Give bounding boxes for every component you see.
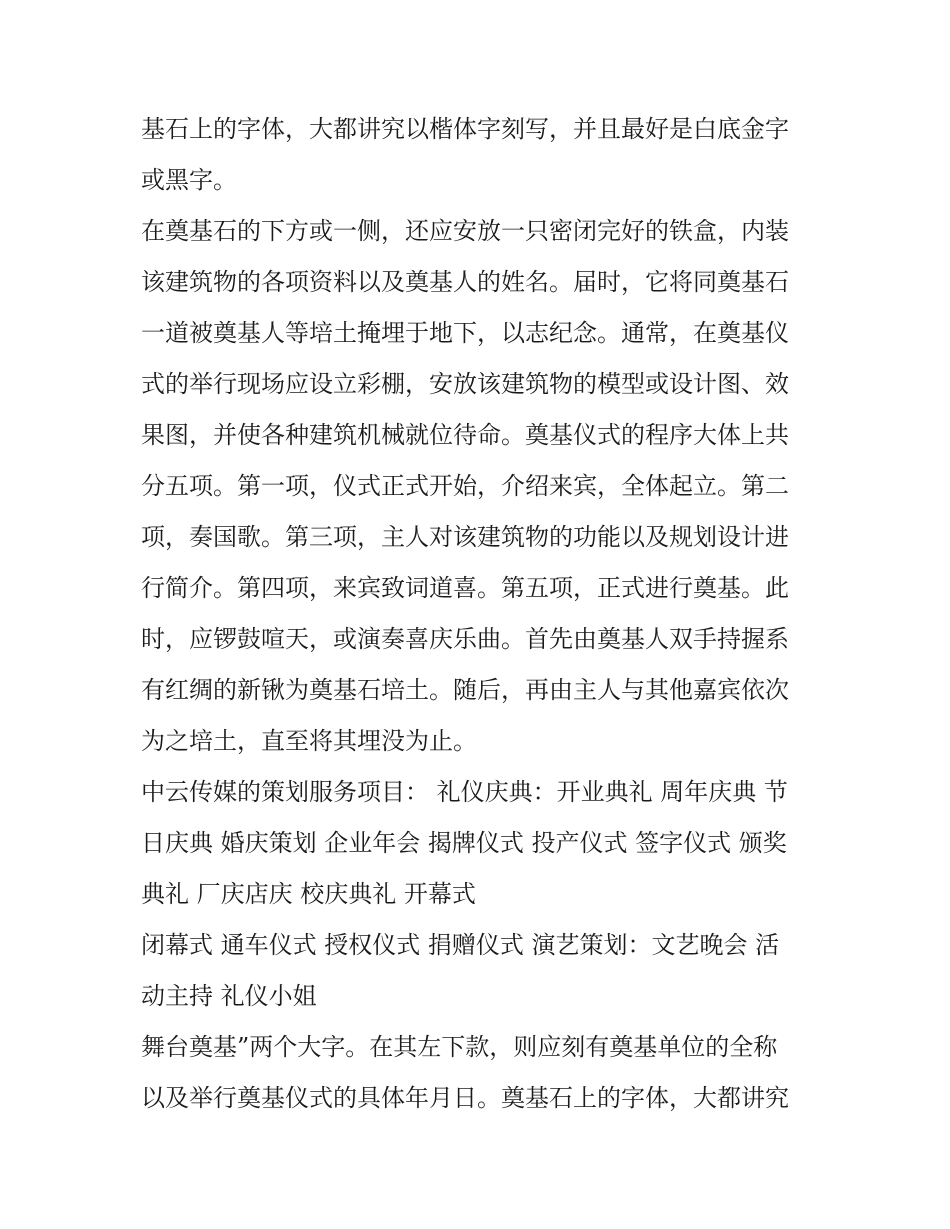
text-line: 动主持 礼仪小姐	[141, 982, 317, 1010]
paragraph-5	[141, 1022, 821, 1124]
text-line: 闭幕式 通车仪式 授权仪式 捐赠仪式 演艺策划：文艺晚会 活	[141, 931, 780, 959]
document-body	[141, 104, 821, 1124]
text-line: 或黑字。	[141, 166, 237, 194]
text-line: 式的举行现场应设立彩棚，安放该建筑物的模型或设计图、效	[141, 370, 789, 398]
text-line: 以及举行奠基仪式的具体年月日。奠基石上的字体，大都讲究	[141, 1084, 789, 1112]
paragraph-2	[141, 206, 821, 767]
text-line: 基石上的字体，大都讲究以楷体字刻写，并且最好是白底金字	[141, 115, 789, 143]
text-line: 有红绸的新锹为奠基石培土。随后，再由主人与其他嘉宾依次	[141, 676, 789, 704]
paragraph-3	[141, 767, 821, 920]
text-line: 一道被奠基人等培土掩埋于地下，以志纪念。通常，在奠基仪	[141, 319, 789, 347]
text-line: 为之培土，直至将其埋没为止。	[141, 727, 477, 755]
text-line: 时，应锣鼓喧天，或演奏喜庆乐曲。首先由奠基人双手持握系	[141, 625, 789, 653]
text-line: 中云传媒的策划服务项目： 礼仪庆典：开业典礼 周年庆典 节	[141, 778, 788, 806]
text-line: 项，奏国歌。第三项，主人对该建筑物的功能以及规划设计进	[141, 523, 789, 551]
text-line: 分五项。第一项，仪式正式开始，介绍来宾，全体起立。第二	[141, 472, 789, 500]
paragraph-1	[141, 104, 821, 206]
text-line: 该建筑物的各项资料以及奠基人的姓名。届时，它将同奠基石	[141, 268, 789, 296]
text-line: 行简介。第四项，来宾致词道喜。第五项，正式进行奠基。此	[141, 574, 789, 602]
text-line: 舞台奠基”两个大字。在其左下款，则应刻有奠基单位的全称	[141, 1033, 778, 1061]
text-line: 在奠基石的下方或一侧，还应安放一只密闭完好的铁盒，内装	[141, 217, 789, 245]
paragraph-4	[141, 920, 821, 1022]
text-line: 典礼 厂庆店庆 校庆典礼 开幕式	[141, 880, 476, 908]
text-line: 果图，并使各种建筑机械就位待命。奠基仪式的程序大体上共	[141, 421, 789, 449]
text-line: 日庆典 婚庆策划 企业年会 揭牌仪式 投产仪式 签字仪式 颁奖	[141, 829, 787, 857]
